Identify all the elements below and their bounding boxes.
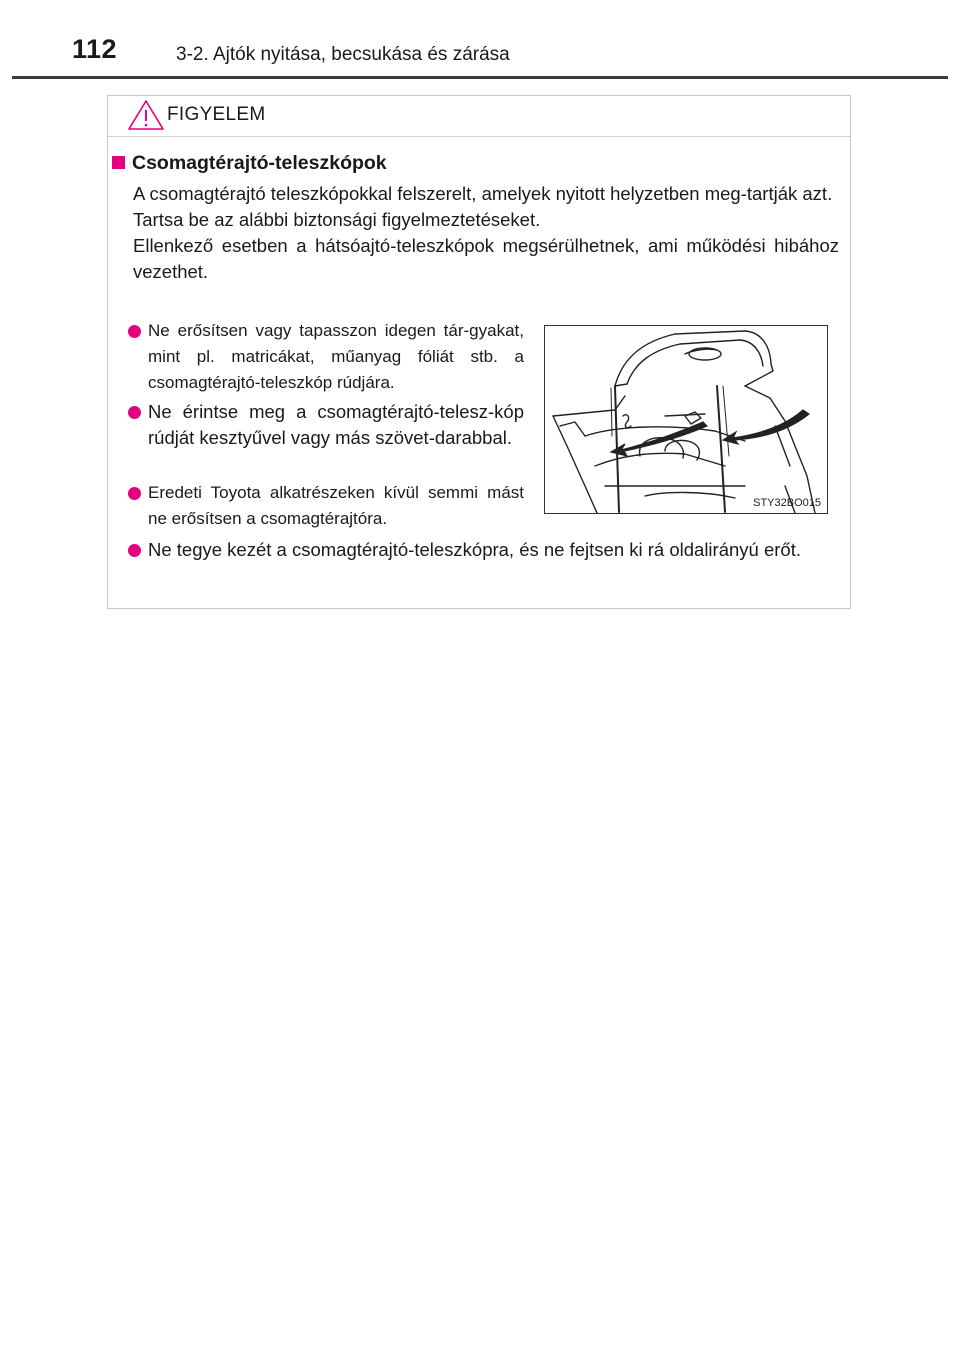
paragraph: Ellenkező esetben a hátsóajtó-teleszkópok megsérülhetnek, ami működési hibához vezethet. bbox=[133, 235, 839, 282]
section-title: 3-2. Ajtók nyitása, becsukása és zárása bbox=[176, 44, 510, 65]
warning-paragraphs bbox=[133, 181, 839, 285]
header-rule bbox=[12, 76, 948, 79]
square-bullet-icon bbox=[112, 156, 125, 169]
bullet-text: Ne erősítsen vagy tapasszon idegen tár-gyakat, mint pl. matricákat, műanyag fóliát stb. a csomagtérajtó-teleszkóp rúdjára. bbox=[148, 321, 524, 392]
paragraph: Tartsa be az alábbi biztonsági figyelmeztetéseket. bbox=[133, 209, 541, 230]
round-bullet-icon bbox=[128, 487, 141, 500]
bullet-text: Ne érintse meg a csomagtérajtó-telesz-kóp rúdját kesztyűvel vagy más szövet-darabbal. bbox=[148, 401, 524, 448]
paragraph: A csomagtérajtó teleszkópokkal felszerelt, amelyek nyitott helyzetben meg-tartják azt. bbox=[133, 183, 833, 204]
tailgate-strut-illustration bbox=[544, 325, 828, 514]
warning-heading bbox=[112, 152, 387, 175]
round-bullet-icon bbox=[128, 325, 141, 338]
bullet-text: Ne tegye kezét a csomagtérajtó-teleszkópra, és ne fejtsen ki rá oldalirányú erőt. bbox=[148, 539, 801, 560]
round-bullet-icon bbox=[128, 406, 141, 419]
figure-code: STY32BO015 bbox=[753, 497, 821, 509]
page-number: 112 bbox=[72, 34, 118, 64]
warning-label: FIGYELEM bbox=[167, 104, 266, 125]
tailgate-strut-drawing bbox=[545, 326, 827, 513]
bullet-text: Eredeti Toyota alkatrészeken kívül semmi mást ne erősítsen a csomagtérajtóra. bbox=[148, 483, 524, 528]
warning-box bbox=[107, 95, 851, 609]
warning-header bbox=[108, 96, 850, 137]
warning-heading-text: Csomagtérajtó-teleszkópok bbox=[132, 152, 387, 174]
round-bullet-icon bbox=[128, 544, 141, 557]
warning-triangle-icon bbox=[126, 98, 166, 132]
